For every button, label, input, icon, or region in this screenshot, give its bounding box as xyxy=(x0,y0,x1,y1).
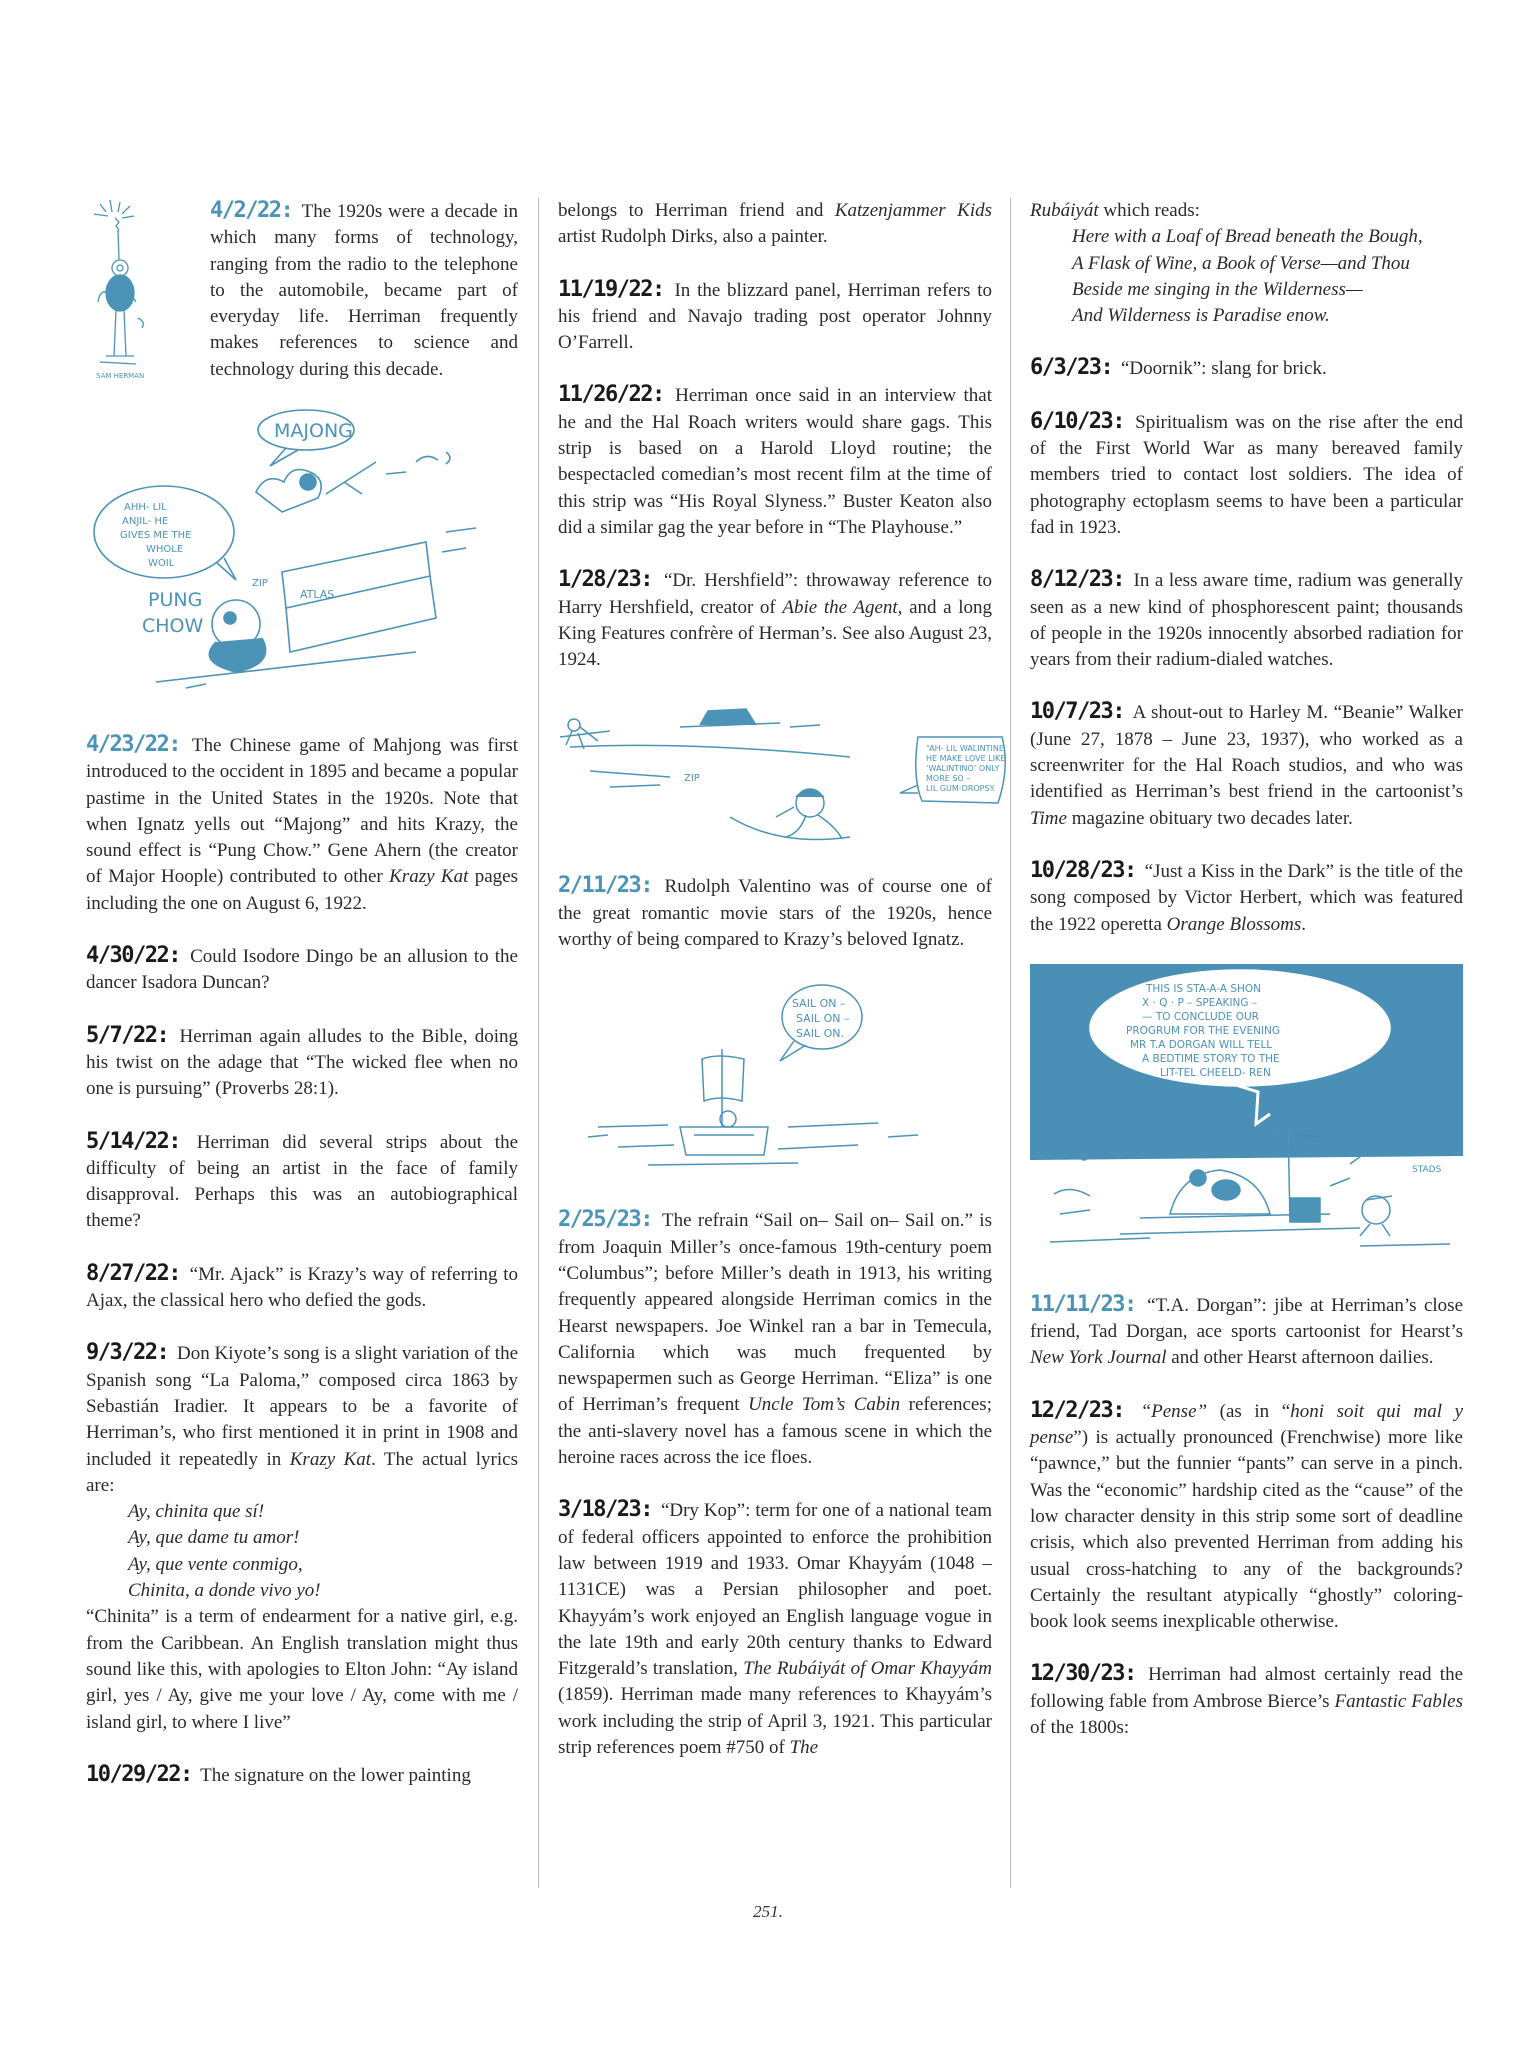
entry-2-11-23 xyxy=(558,873,992,953)
entry-date: 11/19/22: xyxy=(558,276,664,302)
speech-line: A BEDTIME STORY TO THE xyxy=(1142,1052,1280,1065)
entry-italic: New York Journal xyxy=(1030,1347,1167,1369)
speech-line: SAIL ON – xyxy=(796,1012,850,1026)
entry-date: 10/7/23: xyxy=(1030,699,1124,725)
entry-text: A shout-out to Harley M. “Beanie” Walker (June 27, 1878 – June 23, 1937), who worked as a screenwriter for the Hal Roach studios, and who was identified as Herriman’s best friend in the cartoonist’s xyxy=(1030,702,1464,803)
entry-6-10-23 xyxy=(1030,409,1463,541)
valentino-speech xyxy=(926,744,1008,793)
entry-text: and other Hearst afternoon dailies. xyxy=(1166,1347,1434,1369)
entry-italic: “Pense” xyxy=(1140,1400,1208,1422)
mahjong-illustration xyxy=(86,402,518,702)
lyric-line: Ay, que vente conmigo, xyxy=(128,1553,303,1575)
column-3 xyxy=(1030,198,1463,1767)
entry-text: Rudolph Valentino was of course one of the great romantic movie stars of the 1920s, hence worthy of being compared to Krazy’s beloved Ignatz. xyxy=(558,876,993,951)
entry-date: 2/11/23: xyxy=(558,873,652,899)
entry-10-28-23 xyxy=(1030,858,1463,938)
speech-line: ANJIL- HE xyxy=(122,516,169,527)
entry-8-27-22 xyxy=(86,1261,518,1315)
entry-text: which reads: xyxy=(1098,200,1200,221)
entry-text: “Doornik”: slang for brick. xyxy=(1120,358,1327,380)
entry-italic: Krazy Kat xyxy=(289,1448,372,1470)
entry-text: . xyxy=(1301,913,1306,935)
entry-text: Don Kiyote’s song is a slight variation of the Spanish song “La Paloma,” composed circa 1863 by Sebastián Iradier. It appears to be a favorite of Herriman’s, who first mentioned it in print in 1908 and included it repeatedly in xyxy=(86,1343,519,1470)
valentino-illustration xyxy=(550,697,1030,847)
entry-italic: The Rubáiyát of Omar Khayyám xyxy=(743,1658,992,1680)
lyric-line: Ay, chinita que sí! xyxy=(128,1501,265,1523)
speech-line: MR T.A DORGAN WILL TELL xyxy=(1130,1038,1273,1051)
entry-italic: Orange Blossoms xyxy=(1166,913,1302,935)
entry-3-18-23-continued xyxy=(1030,198,1463,329)
entry-date: 3/18/23: xyxy=(558,1497,652,1523)
entry-text: references; the anti-slavery novel has a famous scene in which the heroine races across the ice floes. xyxy=(558,1394,992,1469)
entry-text: Herriman again alludes to the Bible, doing his twist on the adage that “The wicked flee when no one is pursuing” (Proverbs 28:1). xyxy=(86,1025,518,1100)
entry-text: The signature on the lower painting xyxy=(200,1764,471,1786)
entry-4-23-22 xyxy=(86,732,518,917)
column-rule-1 xyxy=(538,198,539,1888)
entry-text: Herriman had almost certainly read the following fable from Ambrose Bierce’s xyxy=(1030,1664,1464,1712)
column-2 xyxy=(558,198,1006,1787)
entry-date: 5/14/22: xyxy=(86,1128,180,1154)
entry-italic: Rubáiyát xyxy=(1030,200,1099,221)
entry-12-2-23 xyxy=(1030,1398,1463,1636)
mahjong-balloon-text: MAJONG xyxy=(274,420,353,442)
entry-9-3-22 xyxy=(86,1340,518,1735)
entry-italic: Fantastic Fables xyxy=(1334,1690,1463,1712)
speech-line: WOIL xyxy=(148,558,175,569)
tv-antenna-illustration xyxy=(86,198,162,383)
speech-line: “AH- LIL WALINTINE xyxy=(926,744,1004,754)
entry-date: 11/26/22: xyxy=(558,382,664,408)
verse-line: And Wilderness is Paradise enow. xyxy=(1072,305,1330,327)
speech-line: THIS IS STA-A-A SHON xyxy=(1146,982,1261,995)
entry-11-11-23 xyxy=(1030,1292,1463,1372)
column-1 xyxy=(86,198,518,1815)
entry-4-30-22 xyxy=(86,943,518,997)
mahjong-speech xyxy=(120,502,195,569)
entry-date: 1/28/23: xyxy=(558,567,652,593)
entry-text: pages including the one on August 6, 1922. xyxy=(86,866,518,914)
entry-text: The Chinese game of Mahjong was first introduced to the occident in 1895 and became a popular pastime in the United States in the 1920s. Note that when Ignatz yells out “Majong” and hits Krazy, the sound effect is “Pung Chow.” Gene Ahern (the creator of Major Hoople) contributed to other xyxy=(86,735,518,888)
rubaiyat-verse xyxy=(1030,224,1463,329)
entry-12-30-23 xyxy=(1030,1661,1463,1741)
entry-text: “Mr. Ajack” is Krazy’s way of referring to Ajax, the classical hero who defied the gods. xyxy=(86,1263,518,1312)
entry-1-28-23 xyxy=(558,567,992,673)
zip-sfx: ZIP xyxy=(684,773,700,785)
entry-date: 4/2/22: xyxy=(210,198,293,223)
speech-line: ‘WALINTINO’ ONLY xyxy=(926,764,1000,774)
entry-date: 8/27/22: xyxy=(86,1260,180,1286)
entry-date: 10/28/23: xyxy=(1030,857,1136,883)
entry-text: (as in “ xyxy=(1207,1400,1291,1422)
lyric-line: Chinita, a donde vivo yo! xyxy=(128,1580,321,1602)
verse-line: A Flask of Wine, a Book of Verse—and Thou xyxy=(1072,252,1410,274)
entry-text: belongs to Herriman friend and xyxy=(558,200,835,221)
entry-5-14-22 xyxy=(86,1129,518,1235)
entry-text: In a less aware time, radium was generally seen as a new kind of phosphorescent paint; thousands of people in the 1920s innocently absorbed radiation for years from their radium-dialed watches. xyxy=(1030,570,1463,671)
entry-text: artist Rudolph Dirks, also a painter. xyxy=(558,226,828,248)
pung-chow-sfx xyxy=(142,589,208,637)
entry-text: Spiritualism was on the rise after the end of the First World War as many bereaved family members tried to contact lost soldiers. The idea of photography ectoplasm seems to have been a particular fad in 1923. xyxy=(1030,411,1463,538)
entry-10-29-22-continued xyxy=(558,198,992,251)
entry-text: “Dr. Hershfield”: throwaway reference to Harry Hershfield, creator of xyxy=(558,570,993,618)
entry-10-29-22 xyxy=(86,1762,518,1789)
speech-line: SAIL ON – xyxy=(792,997,846,1011)
verse-line: Beside me singing in the Wilderness— xyxy=(1072,278,1363,300)
entry-text: ”) is actually pronounced (Frenchwise) more like “pawnce,” but the funnier “pants” can serve in a pinch. Was the “economic” hardship cited as the “cause” of the low character density in this strip some sort of deadline crisis, which also prevented Herriman from adding his usual cross-hatching to any of the backgrounds? Certainly the resultant atypically “ghostly” coloring-book look seems inexplicable otherwise. xyxy=(1030,1427,1463,1633)
entry-italic: Krazy Kat xyxy=(389,866,469,888)
entry-11-19-22 xyxy=(558,277,992,357)
entry-italic: Time xyxy=(1030,807,1067,829)
entry-8-12-23 xyxy=(1030,567,1463,673)
entry-date: 12/2/23: xyxy=(1030,1397,1124,1423)
entry-date: 9/3/22: xyxy=(86,1340,169,1366)
entry-text: “Dry Kop”: term for one of a national team of federal officers appointed to enforce the prohibition law between 1919 and 1933. Omar Khayyám (1048 – 1131CE) was a Persian philosopher and poet. Khayyám’s work enjoyed an English language vogue in the late 19th and early 20th century thanks to Edward Fitzgerald’s translation, xyxy=(558,1500,992,1680)
speech-line: GIVES ME THE xyxy=(120,530,192,541)
zip-sfx: ZIP xyxy=(252,578,268,589)
entry-4-2-22 xyxy=(210,198,518,383)
entry-date: 8/12/23: xyxy=(1030,567,1124,593)
entry-11-26-22 xyxy=(558,382,992,541)
stadium-sign: STADS xyxy=(1412,1164,1442,1175)
entry-text: “Chinita” is a term of endearment for a native girl, e.g. from the Caribbean. An English translation might thus sound like this, with apologies to Elton John: “Ay island girl, yes / Ay, give me your love / Ay, come with me / island girl, to where I live” xyxy=(86,1606,518,1733)
speech-line: — TO CONCLUDE OUR xyxy=(1142,1010,1259,1023)
sail-on-speech xyxy=(792,997,853,1040)
speech-line: X · Q · P – SPEAKING – xyxy=(1142,996,1258,1009)
sfx-line: PUNG xyxy=(148,589,203,611)
entry-2-25-23 xyxy=(558,1207,992,1471)
tv-signature: SAM HERMAN xyxy=(96,372,145,380)
speech-line: HE MAKE LOVE LIKE xyxy=(926,754,1006,764)
entry-italic: Uncle Tom’s Cabin xyxy=(748,1394,901,1416)
entry-italic: Abie the Agent, xyxy=(782,596,903,618)
speech-line: MORE SO – xyxy=(926,774,971,784)
entry-date: 11/11/23: xyxy=(1030,1291,1136,1317)
entry-italic: Katzenjammer Kids xyxy=(834,200,992,221)
entry-text: . The actual lyrics are: xyxy=(86,1448,518,1496)
entry-6-3-23 xyxy=(1030,355,1463,382)
page-number: 251. xyxy=(753,1902,783,1921)
entry-italic: The xyxy=(789,1736,819,1758)
speech-line: PROGRUM FOR THE EVENING xyxy=(1126,1024,1281,1037)
entry-date: 5/7/22: xyxy=(86,1022,169,1048)
speech-line: LIT-TEL CHEELD- REN xyxy=(1160,1066,1271,1079)
verse-line: Here with a Loaf of Bread beneath the Bough, xyxy=(1072,226,1423,248)
entry-text: “Just a Kiss in the Dark” is the title of the song composed by Victor Herbert, which was featured the 1922 operetta xyxy=(1030,860,1464,935)
speech-line: SAIL ON. xyxy=(796,1027,844,1041)
entry-text: magazine obituary two decades later. xyxy=(1066,807,1353,829)
entry-date: 4/23/22: xyxy=(86,732,180,757)
speech-line: WHOLE xyxy=(146,544,184,555)
entry-date: 10/29/22: xyxy=(86,1761,192,1787)
sail-on-illustration xyxy=(558,977,992,1177)
entry-4-2-22-wrap xyxy=(86,198,518,394)
speech-line: AHH- LIL xyxy=(124,502,167,513)
entry-date: 2/25/23: xyxy=(558,1207,652,1233)
entry-5-7-22 xyxy=(86,1023,518,1103)
speech-line: LIL GUM-DROPSY. xyxy=(926,784,996,794)
entry-text: The refrain “Sail on– Sail on– Sail on.” is from Joaquin Miller’s once-famous 19th-century poem “Columbus”; before Miller’s death in 1913, his writing frequently appeared alongside Herriman comics in the Hearst newspapers. Joe Winkel ran a bar in Temecula, California which was much frequented by newspapermen such as George Herriman. “Eliza” is one of Herriman’s frequent xyxy=(558,1210,992,1416)
dorgan-speech xyxy=(1126,983,1283,1079)
entry-date: 4/30/22: xyxy=(86,943,180,969)
entry-date: 6/10/23: xyxy=(1030,408,1124,434)
entry-text: In the blizzard panel, Herriman refers to his friend and Navajo trading post operator Johnny O’Farrell. xyxy=(558,279,992,354)
entry-text: (1859). Herriman made many references to Khayyám’s work including the strip of April 3, 1921. This particular strip references poem #750 of xyxy=(558,1684,992,1758)
entry-text: and a long King Features confrère of Herman’s. See also August 23, 1924. xyxy=(558,596,992,671)
entry-3-18-23 xyxy=(558,1497,992,1761)
sfx-line: CHOW xyxy=(142,615,204,637)
dorgan-radio-illustration xyxy=(1030,964,1463,1260)
entry-text: The 1920s were a decade in which many forms of technology, ranging from the radio to the telephone to the automobile, became part of everyday life. Herriman frequently makes references to science and technology during this decade. xyxy=(210,201,518,380)
entry-text: of the 1800s: xyxy=(1030,1716,1130,1738)
entry-text: Could Isodore Dingo be an allusion to the dancer Isadora Duncan? xyxy=(86,946,518,994)
la-paloma-lyrics xyxy=(86,1499,518,1604)
entry-text: Herriman once said in an interview that he and the Hal Roach writers would share gags. This strip is based on a Harold Lloyd routine; the bespectacled comedian’s most recent film at the time of this strip was “His Royal Slyness.” Buster Keaton also did a similar gag the year before in “The Playhouse.” xyxy=(558,385,992,538)
entry-text: Herriman did several strips about the difficulty of being an artist in the face of family disapproval. Perhaps this was an autobiographical theme? xyxy=(86,1131,518,1232)
entry-date: 12/30/23: xyxy=(1030,1661,1136,1687)
entry-10-7-23 xyxy=(1030,699,1463,831)
entry-text: “T.A. Dorgan”: jibe at Herriman’s close friend, Tad Dorgan, ace sports cartoonist for Hearst’s xyxy=(1030,1294,1464,1343)
lyric-line: Ay, que dame tu amor! xyxy=(128,1527,300,1549)
entry-date: 6/3/23: xyxy=(1030,355,1113,381)
atlas-label: ATLAS xyxy=(300,588,335,601)
entry-italic: honi soit qui mal y pense xyxy=(1030,1400,1463,1449)
column-rule-2 xyxy=(1010,198,1011,1888)
